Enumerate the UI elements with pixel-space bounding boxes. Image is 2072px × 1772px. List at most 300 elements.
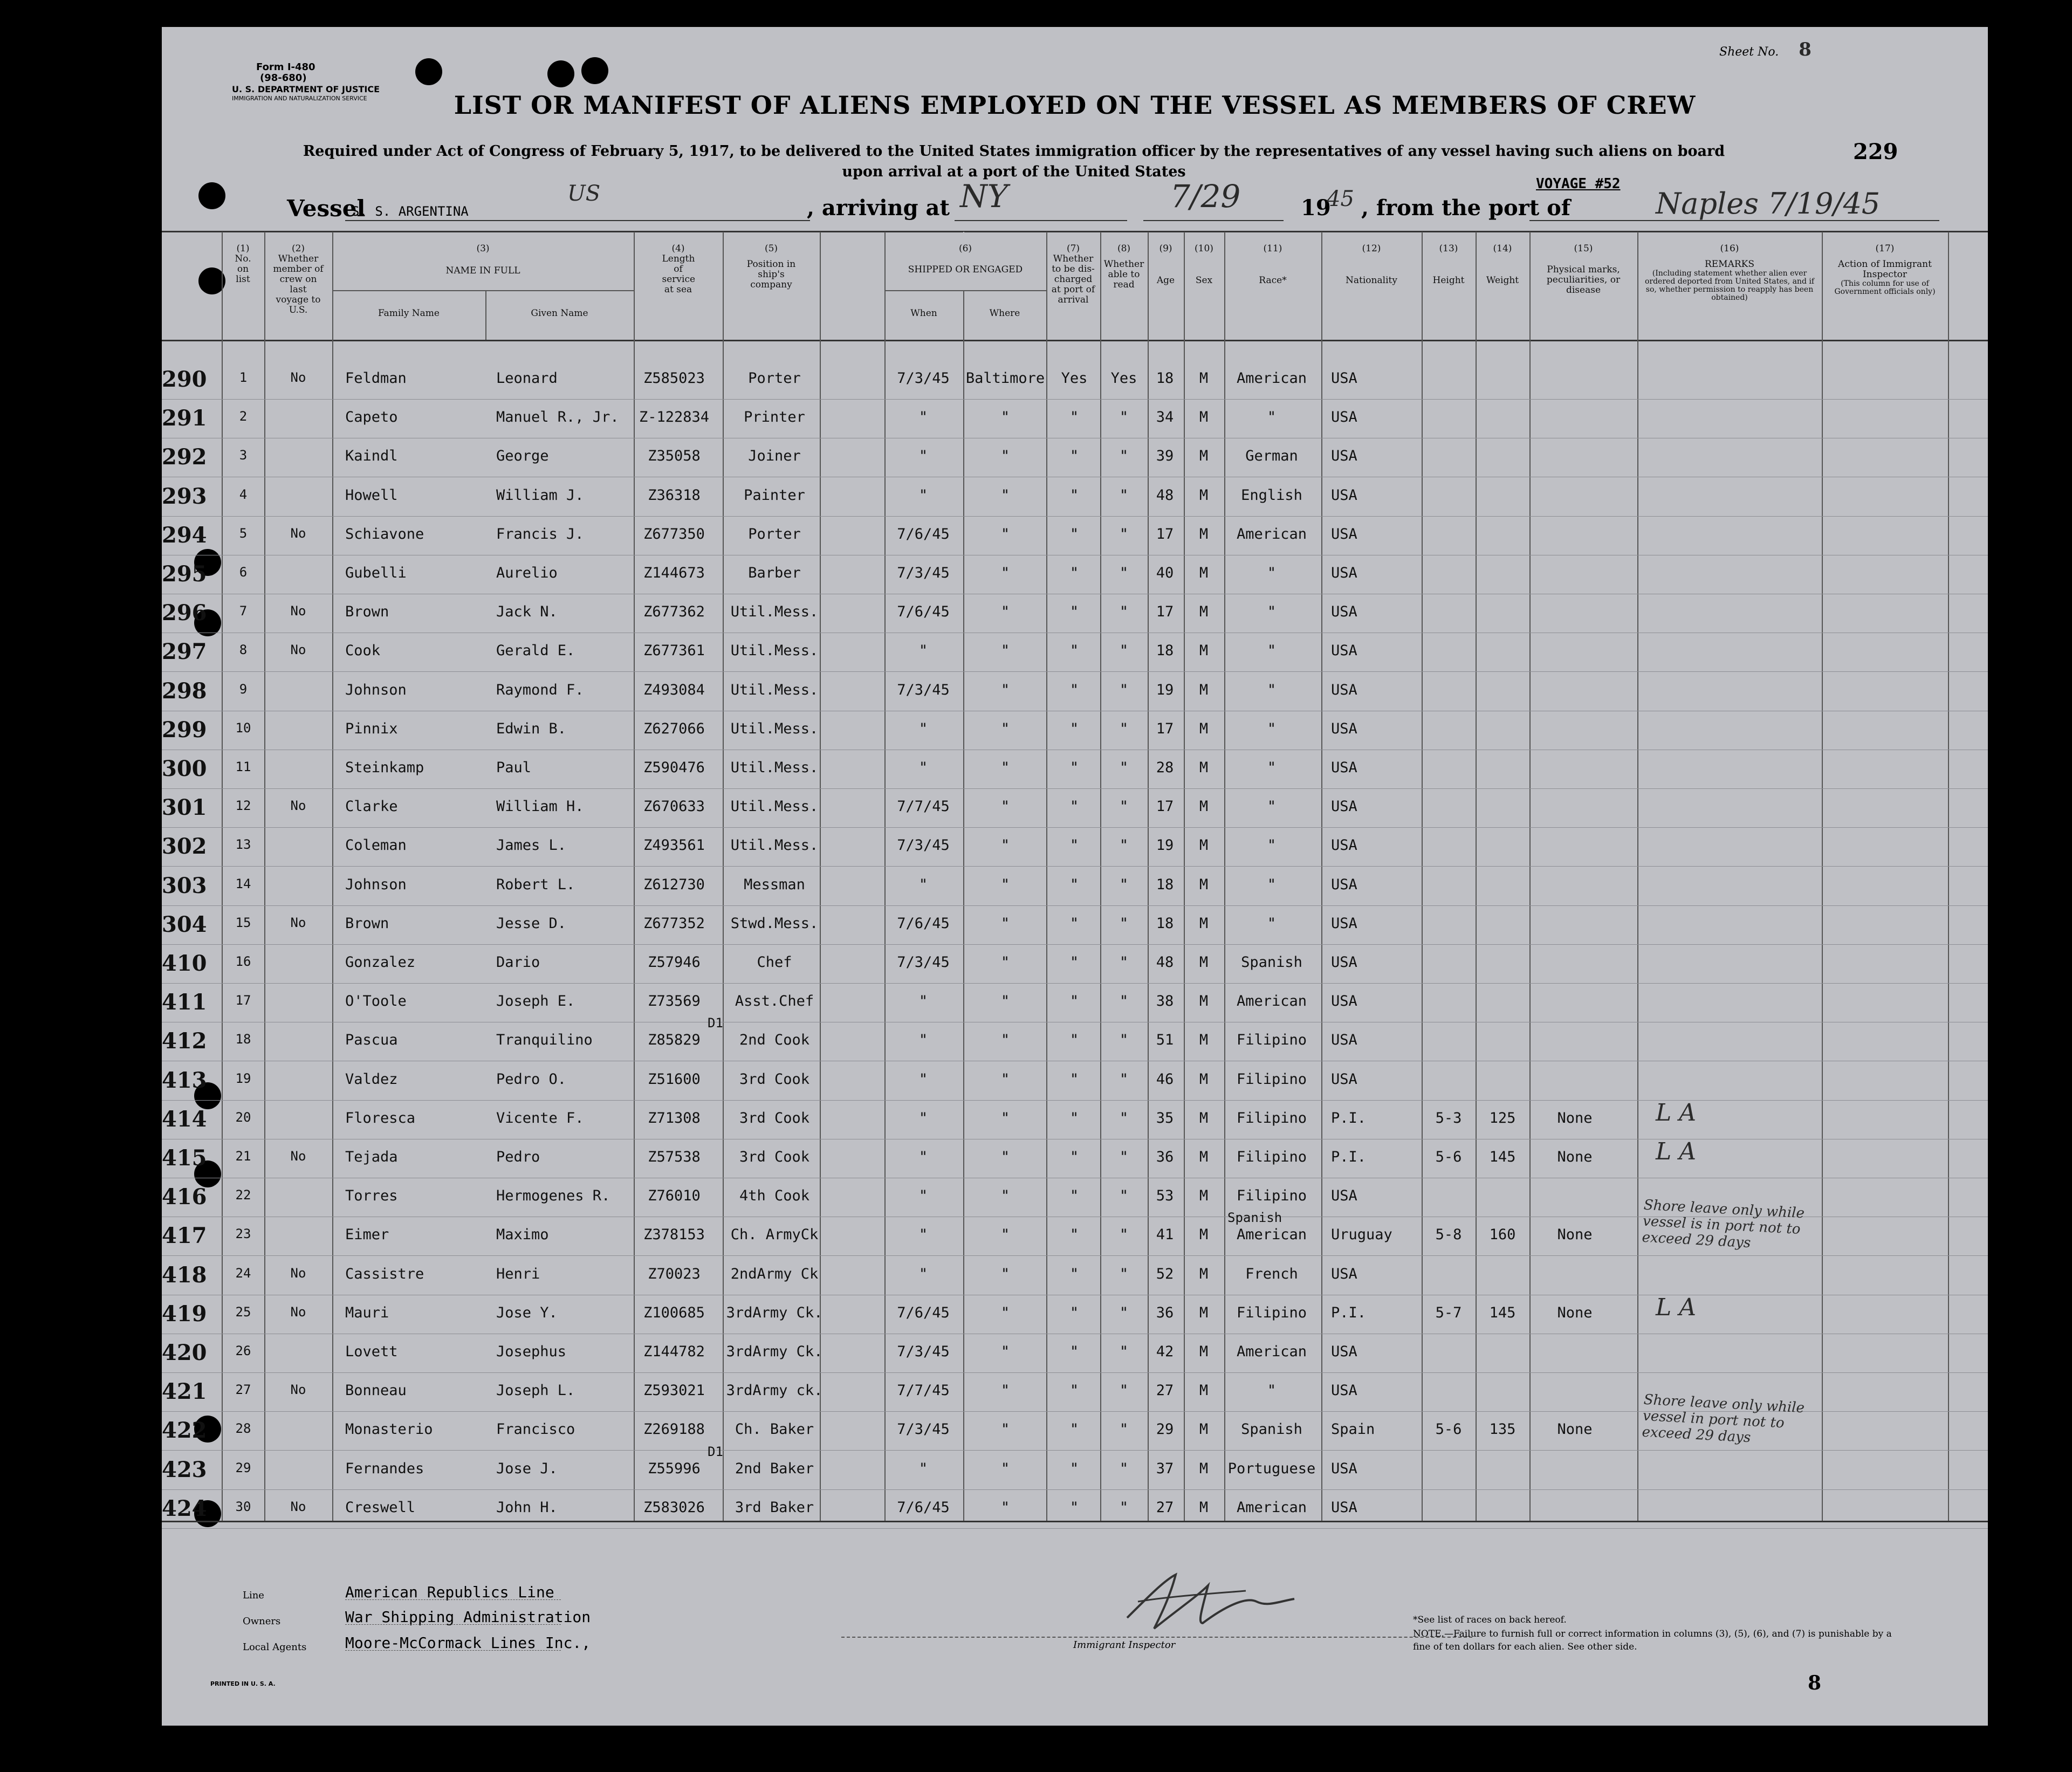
year-handwriting: 45 [1327, 187, 1354, 211]
discharged-cell: " [1069, 798, 1079, 815]
sheet-number [1719, 39, 1812, 60]
sex-cell: M [1199, 876, 1209, 893]
service-length-cell: Z612730 [643, 876, 705, 893]
row-number: 9 [239, 681, 248, 697]
discharged-cell: " [1069, 993, 1079, 1010]
shipped-where-cell: " [1000, 915, 1010, 932]
sex-cell: M [1199, 1460, 1209, 1477]
position-cell: 3rdArmy Ck. [726, 1304, 823, 1321]
nationality-cell: USA [1331, 565, 1357, 581]
line-number-stamp: 292 [162, 444, 207, 470]
given-name-cell: Dario [496, 954, 540, 971]
col-rule [332, 232, 333, 1521]
able-to-read-cell: " [1119, 525, 1129, 542]
age-cell: 27 [1156, 1499, 1174, 1516]
row-number: 29 [235, 1460, 251, 1475]
given-name-cell: Leonard [496, 370, 558, 387]
shipped-where-cell: " [1000, 1382, 1010, 1399]
family-name-cell: Brown [345, 603, 389, 621]
header-bottom-rule [162, 340, 1988, 341]
row-number: 6 [239, 565, 248, 580]
last-voyage-cell: No [290, 798, 306, 814]
sex-cell: M [1199, 565, 1209, 581]
printed-label: PRINTED IN U. S. A. [210, 1680, 276, 1687]
given-name-cell: Francis J. [496, 525, 584, 542]
row-number: 18 [235, 1032, 251, 1047]
agents-value: Moore-McCormack Lines Inc., [345, 1634, 591, 1652]
age-cell: 18 [1156, 370, 1174, 387]
position-cell: Util.Mess. [730, 759, 819, 776]
shipped-when-cell: " [918, 642, 928, 660]
discharged-cell: " [1069, 681, 1079, 698]
line-number-stamp: 297 [162, 639, 207, 665]
given-name-cell: Jack N. [496, 603, 558, 621]
vessel-name: S. S. ARGENTINA [352, 204, 469, 219]
shipped-where-cell: " [1000, 1421, 1010, 1438]
col-header-position: (5) Position in ship's company [746, 243, 796, 290]
discharged-cell: " [1069, 1382, 1079, 1399]
given-name-cell: Vicente F. [496, 1109, 584, 1127]
age-cell: 48 [1156, 486, 1174, 504]
shipped-when-cell: " [918, 720, 928, 737]
race-cell: " [1267, 837, 1277, 854]
age-cell: 36 [1156, 1149, 1174, 1165]
position-cell: Util.Mess. [730, 837, 819, 854]
sex-cell: M [1199, 409, 1209, 426]
nationality-cell: Spain [1331, 1421, 1375, 1438]
line-number-stamp: 290 [162, 367, 207, 392]
position-cell: Util.Mess. [730, 681, 819, 698]
service-length-cell: Z57946 [648, 954, 701, 971]
position-cell: Stwd.Mess. [730, 915, 819, 932]
shipped-where-cell: " [1000, 1460, 1010, 1477]
age-cell: 39 [1156, 448, 1174, 465]
age-cell: 18 [1156, 915, 1174, 932]
punch-hole [581, 57, 608, 84]
row-rule [162, 516, 1988, 517]
service-length-cell: Z670633 [643, 798, 705, 815]
col-rule [884, 232, 886, 1521]
age-cell: 52 [1156, 1265, 1174, 1282]
row-number: 21 [235, 1149, 251, 1164]
last-voyage-cell: No [290, 1382, 306, 1398]
height-cell: 5-7 [1435, 1304, 1462, 1321]
line-number-stamp: 412 [162, 1028, 207, 1054]
sex-cell: M [1199, 681, 1209, 698]
discharged-cell: " [1069, 448, 1079, 465]
race-cell: Spanish [1241, 1421, 1302, 1438]
race-cell: English [1241, 486, 1302, 504]
row-number: 15 [235, 915, 251, 930]
discharged-cell: " [1069, 1187, 1079, 1205]
sex-cell: M [1199, 642, 1209, 660]
able-to-read-cell: " [1119, 1382, 1129, 1399]
family-name-cell: Capeto [345, 409, 398, 426]
discharged-cell: " [1069, 603, 1079, 621]
row-rule [162, 399, 1988, 400]
col-header-sex: (10) Sex [1195, 243, 1213, 286]
discharged-cell: " [1069, 1032, 1079, 1049]
nationality-cell: USA [1331, 370, 1357, 387]
col-header-discharged: (7) Whether to be dis-charged at port of arrival [1051, 243, 1095, 305]
sex-cell: M [1199, 370, 1209, 387]
shipped-where-cell: " [1000, 837, 1010, 854]
sex-cell: M [1199, 1265, 1209, 1282]
given-name-cell: Paul [496, 759, 532, 776]
line-number-stamp: 421 [162, 1379, 207, 1405]
race-cell: " [1267, 720, 1277, 737]
family-name-cell: Valdez [345, 1070, 398, 1088]
race-cell: American [1236, 370, 1307, 387]
shipped-when-cell: 7/3/45 [897, 681, 950, 698]
last-voyage-cell: No [290, 1499, 306, 1514]
sex-cell: M [1199, 759, 1209, 776]
arriving-underline [955, 220, 1127, 221]
col-header-family-name: Family Name [378, 308, 440, 319]
weight-cell: 160 [1489, 1226, 1516, 1244]
race-cell: American [1236, 1343, 1307, 1360]
last-voyage-cell: No [290, 525, 306, 541]
row-number: 27 [235, 1382, 251, 1398]
col-header-given-name: Given Name [531, 308, 588, 319]
age-cell: 19 [1156, 681, 1174, 698]
position-cell: 3rd Baker [735, 1499, 814, 1516]
owners-label: Owners [243, 1616, 281, 1627]
family-name-cell: Pinnix [345, 720, 398, 737]
position-cell: Printer [744, 409, 805, 426]
agents-underline [345, 1650, 561, 1651]
race-cell: German [1245, 448, 1298, 465]
family-name-cell: Tejada [345, 1149, 398, 1165]
able-to-read-cell: " [1119, 1226, 1129, 1244]
line-number-stamp: 419 [162, 1301, 207, 1327]
able-to-read-cell: Yes [1110, 370, 1137, 387]
service-length-cell: Z-122834 [639, 409, 710, 426]
able-to-read-cell: " [1119, 993, 1129, 1010]
discharged-cell: Yes [1061, 370, 1088, 387]
row-number: 16 [235, 954, 251, 969]
given-name-cell: Maximo [496, 1226, 549, 1244]
vessel-label: Vessel [287, 195, 366, 222]
line-number-stamp: 293 [162, 483, 207, 509]
row-number: 30 [235, 1499, 251, 1514]
sex-cell: M [1199, 1032, 1209, 1049]
shipped-when-cell: 7/3/45 [897, 1343, 950, 1360]
col-header-race: (11) Race* [1259, 243, 1287, 286]
nationality-cell: USA [1331, 603, 1357, 621]
row-number: 26 [235, 1343, 251, 1358]
age-cell: 41 [1156, 1226, 1174, 1244]
family-name-cell: Creswell [345, 1499, 416, 1516]
age-cell: 27 [1156, 1382, 1174, 1399]
service-length-cell: Z593021 [643, 1382, 705, 1399]
last-voyage-cell: No [290, 1304, 306, 1320]
shipped-when-cell: 7/6/45 [897, 915, 950, 932]
age-cell: 53 [1156, 1187, 1174, 1205]
shipped-where-cell: " [1000, 409, 1010, 426]
race-cell: Spanish [1241, 954, 1302, 971]
page-number: 8 [1808, 1672, 1822, 1694]
family-name-cell: Floresca [345, 1109, 416, 1127]
shipped-when-cell: " [918, 1460, 928, 1477]
position-cell: Util.Mess. [730, 798, 819, 815]
row-number: 13 [235, 837, 251, 853]
shipped-when-cell: " [918, 409, 928, 426]
sex-cell: M [1199, 1226, 1209, 1244]
shipped-when-cell: " [918, 1226, 928, 1244]
inspector-signature [1116, 1564, 1343, 1639]
nationality-cell: USA [1331, 1499, 1357, 1516]
shipped-where-cell: Baltimore [965, 370, 1045, 387]
col-rule [723, 232, 724, 1521]
row-number: 4 [239, 486, 248, 502]
vessel-underline [345, 220, 810, 221]
service-length-cell: Z493561 [643, 837, 705, 854]
able-to-read-cell: " [1119, 837, 1129, 854]
able-to-read-cell: " [1119, 1499, 1129, 1516]
col-header-inspector: (17) Action of Immigrant Inspector (This column for use of Government officials only) [1834, 243, 1936, 296]
shipped-when-cell: 7/3/45 [897, 954, 950, 971]
col-rule [1422, 232, 1423, 1521]
col-header-height: (13) Height [1432, 243, 1465, 286]
line-number-stamp: 417 [162, 1223, 207, 1249]
nationality-cell: USA [1331, 448, 1357, 465]
race-cell: " [1267, 1382, 1277, 1399]
shipped-where-cell: " [1000, 1149, 1010, 1165]
punch-hole [198, 182, 225, 209]
row-number: 25 [235, 1304, 251, 1320]
last-voyage-cell: No [290, 642, 306, 658]
sex-cell: M [1199, 720, 1209, 737]
shipped-when-cell: " [918, 1265, 928, 1282]
discharged-cell: " [1069, 915, 1079, 932]
family-name-cell: Fernandes [345, 1460, 424, 1477]
line-number-stamp: 414 [162, 1106, 207, 1132]
shipped-where-cell: " [1000, 876, 1010, 893]
col-rule [634, 232, 635, 1521]
able-to-read-cell: " [1119, 1070, 1129, 1088]
given-name-cell: Hermogenes R. [496, 1187, 610, 1205]
service-length-cell: Z51600 [648, 1070, 701, 1088]
age-cell: 51 [1156, 1032, 1174, 1049]
shipped-where-cell: " [1000, 1343, 1010, 1360]
discharged-cell: " [1069, 1343, 1079, 1360]
nationality-cell: USA [1331, 876, 1357, 893]
discharged-cell: " [1069, 759, 1079, 776]
shipped-where-cell: " [1000, 1032, 1010, 1049]
sex-cell: M [1199, 1382, 1209, 1399]
shipped-where-cell: " [1000, 1187, 1010, 1205]
service-length-cell: Z85829 [648, 1032, 701, 1049]
sex-cell: M [1199, 603, 1209, 621]
race-cell: " [1267, 915, 1277, 932]
inspector-label: Immigrant Inspector [1073, 1639, 1176, 1651]
age-cell: 17 [1156, 798, 1174, 815]
discharged-cell: " [1069, 1265, 1079, 1282]
race-cell: Filipino [1236, 1149, 1307, 1165]
family-name-cell: Cook [345, 642, 381, 660]
position-cell: Asst.Chef [735, 993, 814, 1010]
family-name-cell: Brown [345, 915, 389, 932]
shipped-where-cell: " [1000, 681, 1010, 698]
family-name-cell: Kaindl [345, 448, 398, 465]
shipped-when-cell: " [918, 876, 928, 893]
row-rule [162, 983, 1988, 984]
able-to-read-cell: " [1119, 565, 1129, 581]
row-rule [162, 866, 1988, 867]
line-number-stamp: 301 [162, 795, 207, 821]
year-prefix: 19 [1301, 195, 1331, 221]
service-length-cell: Z100685 [643, 1304, 705, 1321]
line-number-stamp: 302 [162, 834, 207, 860]
line-value: American Republics Line [345, 1583, 554, 1601]
line-number-stamp: 304 [162, 911, 207, 937]
shipped-where-cell: " [1000, 642, 1010, 660]
given-name-cell: Manuel R., Jr. [496, 409, 619, 426]
family-name-cell: Pascua [345, 1032, 398, 1049]
age-cell: 19 [1156, 837, 1174, 854]
line-number-stamp: 411 [162, 990, 207, 1015]
able-to-read-cell: " [1119, 759, 1129, 776]
line-number-stamp: 424 [162, 1495, 207, 1521]
position-cell: 3rdArmy Ck. [726, 1343, 823, 1360]
page-stamp: 229 [1853, 139, 1898, 164]
race-cell: American [1236, 1499, 1307, 1516]
col-rule [1184, 232, 1185, 1521]
able-to-read-cell: " [1119, 1109, 1129, 1127]
position-cell: Painter [744, 486, 805, 504]
shipped-where-cell: " [1000, 759, 1010, 776]
nationality-cell: USA [1331, 642, 1357, 660]
col-rule [1046, 232, 1047, 1521]
col-rule [1224, 232, 1225, 1521]
service-length-cell: Z677361 [643, 642, 705, 660]
race-cell: French [1245, 1265, 1298, 1282]
sex-cell: M [1199, 1304, 1209, 1321]
sex-cell: M [1199, 1187, 1209, 1205]
nationality-cell: USA [1331, 1187, 1357, 1205]
family-name-cell: Howell [345, 486, 398, 504]
nationality-cell: USA [1331, 993, 1357, 1010]
given-name-cell: Jose J. [496, 1460, 558, 1477]
sheet-label: Sheet No. [1719, 45, 1779, 59]
service-length-cell: Z677362 [643, 603, 705, 621]
given-name-cell: Pedro [496, 1149, 540, 1165]
given-name-cell: Joseph E. [496, 993, 575, 1010]
shipped-subrule [884, 290, 1046, 291]
race-cell: " [1267, 876, 1277, 893]
service-note: D1 [708, 1015, 723, 1031]
row-rule [162, 827, 1988, 828]
given-name-cell: Gerald E. [496, 642, 575, 660]
discharged-cell: " [1069, 1070, 1079, 1088]
arriving-label: , arriving at [807, 195, 950, 221]
line-number-stamp: 295 [162, 561, 207, 587]
given-name-cell: George [496, 448, 549, 465]
discharged-cell: " [1069, 954, 1079, 971]
shipped-when-cell: " [918, 486, 928, 504]
nationality-cell: Uruguay [1331, 1226, 1392, 1244]
able-to-read-cell: " [1119, 1343, 1129, 1360]
inspector-line [841, 1637, 1472, 1638]
remarks-cell: L A [1656, 1098, 1696, 1127]
age-cell: 18 [1156, 876, 1174, 893]
date-underline [1143, 220, 1284, 221]
height-cell: 5-8 [1435, 1226, 1462, 1244]
position-cell: 3rd Cook [739, 1149, 810, 1165]
shipped-where-cell: " [1000, 1304, 1010, 1321]
able-to-read-cell: " [1119, 1149, 1129, 1165]
col-rule [820, 232, 821, 1521]
service-length-cell: Z144782 [643, 1343, 705, 1360]
given-name-cell: Jesse D. [496, 915, 567, 932]
col-header-weight: (14) Weight [1486, 243, 1519, 286]
races-note: *See list of races on back hereof. [1413, 1615, 1567, 1625]
service-length-cell: Z57538 [648, 1149, 701, 1165]
remarks-cell: L A [1656, 1293, 1696, 1321]
row-rule [162, 1255, 1988, 1256]
service-note: D1 [708, 1444, 723, 1459]
row-number: 24 [235, 1265, 251, 1281]
age-cell: 17 [1156, 603, 1174, 621]
nationality-cell: USA [1331, 759, 1357, 776]
row-number: 20 [235, 1109, 251, 1125]
col-rule [1148, 232, 1149, 1521]
shipped-when-cell: " [918, 448, 928, 465]
shipped-when-cell: " [918, 1149, 928, 1165]
row-rule [162, 1489, 1988, 1490]
row-rule [162, 1100, 1988, 1101]
able-to-read-cell: " [1119, 409, 1129, 426]
able-to-read-cell: " [1119, 1187, 1129, 1205]
able-to-read-cell: " [1119, 876, 1129, 893]
line-number-stamp: 303 [162, 873, 207, 898]
discharged-cell: " [1069, 1421, 1079, 1438]
line-number-stamp: 299 [162, 717, 207, 743]
given-name-cell: Aurelio [496, 565, 558, 581]
given-name-cell: Josephus [496, 1343, 567, 1360]
form-number-sub: (98-680) [260, 72, 307, 84]
position-cell: 3rdArmy ck. [726, 1382, 823, 1399]
row-rule [162, 788, 1988, 789]
height-cell: 5-6 [1435, 1149, 1462, 1165]
able-to-read-cell: " [1119, 603, 1129, 621]
shipped-where-cell: " [1000, 1226, 1010, 1244]
vessel-handwriting: US [567, 181, 601, 206]
service-length-cell: Z585023 [643, 370, 705, 387]
able-to-read-cell: " [1119, 720, 1129, 737]
physical-marks-cell: None [1557, 1109, 1593, 1127]
family-name-cell: Monasterio [345, 1421, 433, 1438]
sex-cell: M [1199, 1499, 1209, 1516]
row-rule [162, 671, 1988, 672]
name-subrule [332, 290, 634, 291]
able-to-read-cell: " [1119, 954, 1129, 971]
line-number-stamp: 300 [162, 756, 207, 781]
able-to-read-cell: " [1119, 1304, 1129, 1321]
col-rule [1822, 232, 1823, 1521]
race-cell: Filipino [1236, 1109, 1307, 1127]
family-name-cell: Steinkamp [345, 759, 424, 776]
race-cell: " [1267, 681, 1277, 698]
shipped-where-cell: " [1000, 603, 1010, 621]
discharged-cell: " [1069, 565, 1079, 581]
sex-cell: M [1199, 1070, 1209, 1088]
discharged-cell: " [1069, 1149, 1079, 1165]
service-length-cell: Z493084 [643, 681, 705, 698]
row-number: 8 [239, 642, 248, 658]
service-length-cell: Z35058 [648, 448, 701, 465]
